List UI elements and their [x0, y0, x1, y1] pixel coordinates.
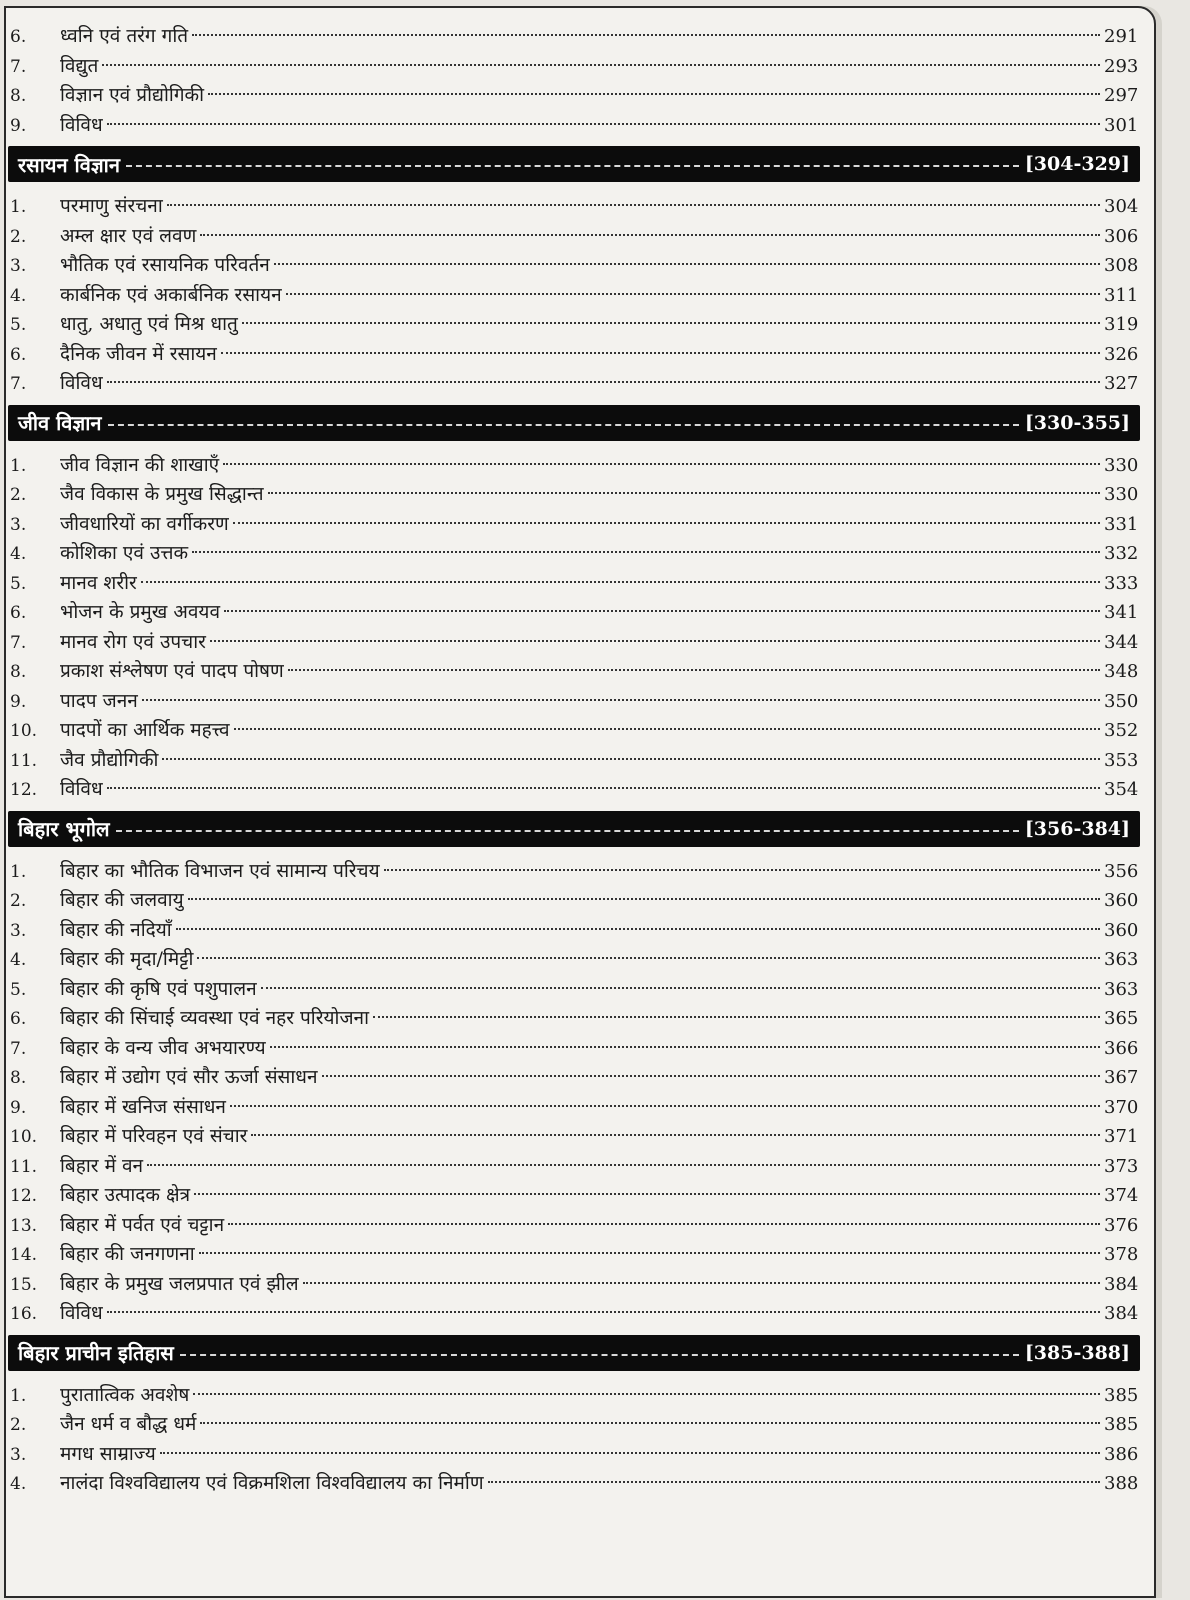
section-header [8, 811, 1140, 847]
dot-leader [268, 492, 1100, 494]
entry-number: 4. [10, 285, 27, 306]
entry-title: विविध [60, 372, 103, 394]
entry-title: जैव विकास के प्रमुख सिद्धान्त [60, 483, 264, 505]
toc-entry [6, 716, 1154, 746]
entry-number: 4. [10, 950, 27, 970]
entry-page-number: 363 [1104, 949, 1139, 970]
toc-entry [6, 1093, 1154, 1123]
toc-entry [6, 1410, 1154, 1440]
entry-page-number: 350 [1104, 690, 1139, 712]
entry-title: बिहार में परिवहन एवं संचार [60, 1125, 248, 1147]
entry-title: बिहार का भौतिक विभाजन एवं सामान्य परिचय [60, 859, 380, 882]
entry-number: 7. [10, 56, 27, 77]
entry-number: 16. [10, 1304, 38, 1324]
entry-page-number: 360 [1104, 919, 1139, 941]
dot-leader [234, 728, 1100, 730]
entry-page-number: 306 [1104, 225, 1139, 247]
entry-title: विविध [60, 778, 103, 800]
toc-entry [6, 111, 1154, 141]
dot-leader [224, 610, 1100, 612]
entry-page-number: 370 [1104, 1096, 1139, 1118]
section-title: बिहार भूगोल [18, 817, 110, 841]
section-title: जीव विज्ञान [18, 411, 102, 435]
entry-page-number: 373 [1104, 1155, 1139, 1177]
entry-number: 6. [10, 344, 27, 365]
dot-leader [193, 1393, 1100, 1395]
entry-page-number: 330 [1104, 454, 1139, 476]
entry-title: दैनिक जीवन में रसायन [60, 342, 217, 365]
toc-entry [6, 192, 1154, 222]
toc-entry [6, 251, 1154, 281]
entry-number: 10. [10, 1127, 38, 1147]
dot-leader [208, 93, 1100, 95]
dot-leader [162, 758, 1100, 760]
entry-page-number: 319 [1104, 314, 1139, 335]
entry-number: 5. [10, 315, 27, 335]
toc-entry [6, 569, 1154, 599]
dot-leader [194, 1193, 1100, 1195]
entry-page-number: 297 [1104, 85, 1139, 106]
entry-number: 3. [10, 514, 27, 535]
entry-page-number: 308 [1104, 255, 1139, 276]
toc-entry [6, 1240, 1154, 1270]
entry-number: 1. [10, 197, 27, 217]
entry-title: जीवधारियों का वर्गीकरण [60, 512, 229, 535]
entry-number: 2. [10, 891, 27, 911]
entry-page-number: 332 [1104, 543, 1139, 564]
entry-number: 11. [10, 1156, 38, 1177]
dot-leader [488, 1481, 1100, 1483]
entry-title: बिहार में उद्योग एवं सौर ऊर्जा संसाधन [60, 1066, 318, 1088]
entry-number: 3. [10, 256, 27, 276]
toc-entry [6, 1181, 1154, 1211]
dot-leader [286, 293, 1100, 295]
dot-leader [192, 551, 1100, 553]
entry-page-number: 374 [1104, 1185, 1139, 1206]
entry-page-number: 333 [1104, 572, 1139, 594]
section-page-range: [385-388] [1024, 1341, 1130, 1364]
entry-title: बिहार में खनिज संसाधन [60, 1095, 226, 1118]
entry-title: जैव प्रौद्योगिकी [60, 748, 159, 771]
toc-entry [6, 510, 1154, 540]
dot-leader [197, 957, 1100, 959]
entry-title: जैन धर्म व बौद्ध धर्म [60, 1413, 197, 1435]
entry-number: 8. [10, 1068, 27, 1088]
entry-title: प्रकाश संश्लेषण एवं पादप पोषण [60, 660, 284, 682]
entry-number: 7. [10, 632, 27, 653]
entry-number: 12. [10, 1186, 38, 1206]
toc-entry [6, 1034, 1154, 1064]
toc-entry [6, 628, 1154, 658]
toc-entry [6, 687, 1154, 717]
entry-title: ध्वनि एवं तरंग गति [60, 25, 189, 47]
entry-page-number: 352 [1104, 720, 1139, 741]
dot-leader [200, 234, 1100, 236]
dot-leader [142, 699, 1100, 701]
entry-number: 9. [10, 691, 27, 712]
entry-title: बिहार के प्रमुख जलप्रपात एवं झील [60, 1272, 299, 1295]
entry-number: 9. [10, 1097, 27, 1118]
entry-title: कोशिका एवं उत्तक [60, 542, 189, 564]
toc-entry [6, 1004, 1154, 1034]
entry-number: 8. [10, 662, 27, 682]
toc-entry [6, 916, 1154, 946]
entry-number: 5. [10, 979, 27, 1000]
dot-leader [107, 787, 1100, 789]
toc-entry [6, 657, 1154, 687]
entry-number: 4. [10, 1474, 27, 1494]
dot-leader [102, 64, 1100, 66]
toc-entry [6, 1122, 1154, 1152]
toc-entry [6, 975, 1154, 1005]
entry-number: 3. [10, 1444, 27, 1465]
entry-number: 6. [10, 1009, 27, 1029]
toc-entry [6, 1152, 1154, 1182]
entry-number: 6. [10, 603, 27, 623]
entry-title: पादपों का आर्थिक महत्त्व [60, 719, 230, 741]
dot-leader [373, 1016, 1100, 1018]
entry-title: बिहार के वन्य जीव अभयारण्य [60, 1036, 266, 1059]
entry-page-number: 366 [1104, 1037, 1139, 1059]
entry-title: कार्बनिक एवं अकार्बनिक रसायन [60, 283, 282, 306]
entry-number: 10. [10, 721, 38, 741]
entry-page-number: 360 [1104, 890, 1139, 911]
dot-leader [322, 1075, 1100, 1077]
entry-number: 12. [10, 780, 38, 800]
entry-page-number: 376 [1104, 1214, 1139, 1236]
entry-number: 13. [10, 1215, 38, 1236]
toc-entry [6, 857, 1154, 887]
toc-entry [6, 451, 1154, 481]
entry-number: 1. [10, 455, 27, 476]
entry-number: 3. [10, 920, 27, 941]
entry-number: 11. [10, 750, 38, 771]
entry-title: मानव शरीर [60, 571, 137, 594]
toc-entry [6, 886, 1154, 916]
dot-leader [384, 869, 1100, 871]
entry-title: भोजन के प्रमुख अवयव [60, 601, 221, 623]
entry-number: 2. [10, 485, 27, 505]
entry-title: विविध [60, 113, 103, 136]
entry-title: बिहार की जलवायु [60, 889, 184, 911]
toc-entry [6, 1440, 1154, 1470]
toc-entry [6, 539, 1154, 569]
entry-page-number: 291 [1104, 26, 1139, 47]
dot-leader [270, 1046, 1100, 1048]
dot-leader [288, 669, 1100, 671]
entry-page-number: 384 [1104, 1273, 1139, 1295]
entry-title: विज्ञान एवं प्रौद्योगिकी [60, 84, 205, 106]
section-page-range: [356-384] [1024, 817, 1130, 840]
entry-title: धातु, अधातु एवं मिश्र धातु [60, 313, 238, 335]
section-dash-leader [108, 424, 1019, 426]
entry-page-number: 330 [1104, 484, 1139, 505]
toc-entry [6, 945, 1154, 975]
entry-number: 4. [10, 544, 27, 564]
section-page-range: [304-329] [1024, 153, 1130, 175]
entry-page-number: 301 [1104, 114, 1139, 136]
dot-leader [167, 204, 1100, 206]
entry-title: पादप जनन [60, 689, 138, 712]
toc-entry [6, 1211, 1154, 1241]
entry-title: अम्ल क्षार एवं लवण [60, 224, 197, 247]
entry-number: 14. [10, 1245, 38, 1265]
entry-title: बिहार की मृदा/मिट्टी [60, 948, 194, 970]
toc-entry [6, 1469, 1154, 1499]
entry-number: 15. [10, 1274, 38, 1295]
entry-number: 6. [10, 27, 27, 47]
entry-page-number: 344 [1104, 631, 1139, 653]
entry-title: विविध [60, 1302, 103, 1324]
toc-entry [6, 1063, 1154, 1093]
toc-entry [6, 746, 1154, 776]
section-title: रसायन विज्ञान [18, 152, 120, 177]
dot-leader [107, 381, 1100, 383]
entry-title: मगध साम्राज्य [60, 1442, 156, 1465]
entry-number: 1. [10, 861, 27, 882]
dot-leader [261, 987, 1100, 989]
section-dash-leader [116, 830, 1019, 832]
toc-entry [6, 1381, 1154, 1411]
entry-number: 2. [10, 226, 27, 247]
entry-title: जीव विज्ञान की शाखाएँ [60, 453, 220, 476]
entry-page-number: 367 [1104, 1067, 1139, 1088]
entry-title: नालंदा विश्वविद्यालय एवं विक्रमशिला विश्वविद्यालय का निर्माण [60, 1472, 484, 1494]
entry-title: बिहार की जनगणना [60, 1243, 195, 1265]
entry-page-number: 348 [1104, 661, 1139, 682]
dot-leader [192, 34, 1100, 36]
entry-page-number: 304 [1104, 196, 1139, 217]
dot-leader [274, 263, 1100, 265]
dot-leader [107, 123, 1100, 125]
entry-title: बिहार की नदियाँ [60, 918, 172, 941]
entry-title: पुरातात्विक अवशेष [60, 1383, 190, 1406]
entry-title: बिहार उत्पादक क्षेत्र [60, 1184, 191, 1206]
dot-leader [221, 352, 1100, 354]
entry-number: 1. [10, 1385, 27, 1406]
section-dash-leader [126, 165, 1019, 167]
section-page-range: [330-355] [1024, 411, 1130, 434]
section-dash-leader [180, 1354, 1019, 1356]
entry-page-number: 331 [1104, 513, 1139, 535]
entry-number: 7. [10, 374, 27, 394]
entry-page-number: 385 [1104, 1414, 1139, 1435]
toc-entry [6, 1299, 1154, 1329]
toc-entry [6, 310, 1154, 340]
toc-entry [6, 775, 1154, 805]
entry-page-number: 371 [1104, 1126, 1139, 1147]
book-page [4, 6, 1156, 1598]
entry-title: विद्युत [60, 54, 99, 77]
entry-page-number: 293 [1104, 55, 1139, 77]
entry-page-number: 365 [1104, 1008, 1139, 1029]
entry-page-number: 353 [1104, 749, 1139, 771]
entry-page-number: 378 [1104, 1244, 1139, 1265]
entry-title: बिहार की सिंचाई व्यवस्था एवं नहर परियोजना [60, 1007, 370, 1029]
entry-page-number: 341 [1104, 602, 1139, 623]
entry-number: 9. [10, 115, 27, 136]
entry-page-number: 354 [1104, 779, 1139, 800]
toc-entry [6, 369, 1154, 399]
dot-leader [233, 522, 1100, 524]
toc-entry [6, 22, 1154, 52]
entry-page-number: 388 [1104, 1473, 1139, 1494]
section-title: बिहार प्राचीन इतिहास [18, 1341, 174, 1365]
entry-page-number: 384 [1104, 1303, 1139, 1324]
dot-leader [223, 463, 1100, 465]
toc-entry [6, 340, 1154, 370]
entry-page-number: 385 [1104, 1384, 1139, 1406]
dot-leader [251, 1134, 1100, 1136]
dot-leader [188, 898, 1100, 900]
section-header [8, 146, 1140, 182]
entry-page-number: 327 [1104, 373, 1139, 394]
toc-entry [6, 1270, 1154, 1300]
dot-leader [242, 322, 1100, 324]
entry-page-number: 326 [1104, 343, 1139, 365]
dot-leader [160, 1452, 1100, 1454]
toc-entry [6, 222, 1154, 252]
toc-entry [6, 598, 1154, 628]
entry-title: बिहार की कृषि एवं पशुपालन [60, 977, 257, 1000]
toc-entry [6, 52, 1154, 82]
toc-entry [6, 480, 1154, 510]
section-header [8, 1335, 1140, 1371]
dot-leader [303, 1282, 1100, 1284]
dot-leader [176, 928, 1100, 930]
table-of-contents [6, 22, 1154, 1499]
dot-leader [141, 581, 1100, 583]
entry-number: 5. [10, 573, 27, 594]
section-header [8, 405, 1140, 441]
entry-number: 2. [10, 1415, 27, 1435]
entry-page-number: 363 [1104, 978, 1139, 1000]
dot-leader [230, 1105, 1100, 1107]
dot-leader [210, 640, 1100, 642]
dot-leader [107, 1311, 1100, 1313]
entry-page-number: 311 [1104, 284, 1139, 306]
dot-leader [200, 1422, 1100, 1424]
dot-leader [228, 1223, 1100, 1225]
entry-page-number: 356 [1104, 860, 1139, 882]
entry-title: बिहार में वन [60, 1154, 144, 1177]
toc-entry [6, 81, 1154, 111]
dot-leader [199, 1252, 1100, 1254]
entry-title: भौतिक एवं रसायनिक परिवर्तन [60, 254, 270, 276]
entry-title: परमाणु संरचना [60, 195, 163, 217]
entry-title: बिहार में पर्वत एवं चट्टान [60, 1213, 225, 1236]
toc-entry [6, 281, 1154, 311]
entry-number: 8. [10, 86, 27, 106]
entry-title: मानव रोग एवं उपचार [60, 630, 206, 653]
dot-leader [147, 1164, 1100, 1166]
entry-page-number: 386 [1104, 1443, 1139, 1465]
entry-number: 7. [10, 1038, 27, 1059]
